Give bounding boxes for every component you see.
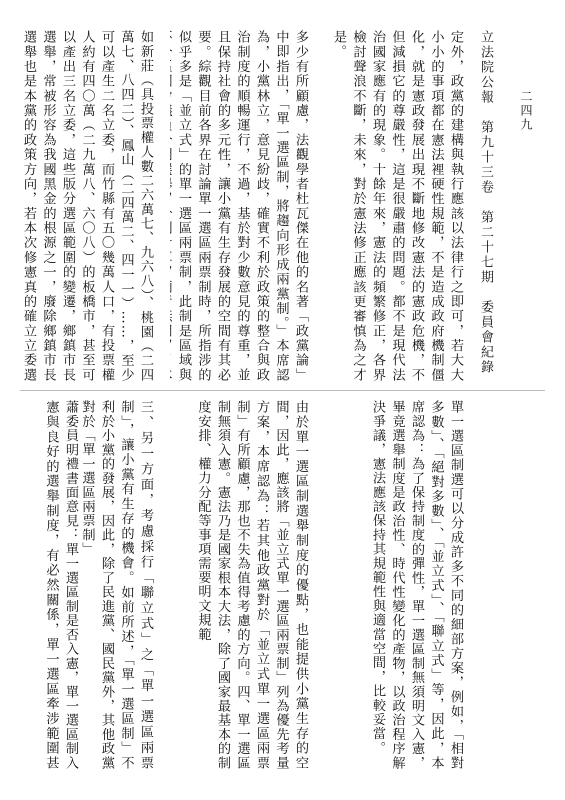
column-middle-bottom (170, 400, 310, 770)
column-right-bottom (325, 400, 465, 770)
paragraph: 由於單一選區制選舉制度的優點，也能提供小黨生存的空間，因此，應該將「並立式單一選區兩票制」列為優先考量方案，本席認為：若其他政黨對於「並立式單一選區兩票制」有所顧慮，那也不失為值得考慮的方向。四、單一選區制無須入憲。憲法乃是國家根本大法，除了國家最基本的制度安排、權力分配等事項需要明文規範 (195, 400, 308, 770)
paragraph: 三、另一方面，考慮採行「聯立式」之「單一選區兩票制」，讓小黨有生存的機會。如前所述，「單一選區制」不利於小黨的發展，因此，除了民進黨、國民黨外，其他政黨對於「單一選區兩票制」 (79, 400, 153, 770)
paragraph: 定外，政黨的建構與執行應該以法律行之即可，若大大小小的事項都在憲法裡硬性規範，不是造成政府機制僵化，就是憲政發展出現不斷地修改憲法的憲政危機，不但減損它的尊嚴性，這是很嚴肅的問題。都不是現代法治國家應有的現象。十餘年來，憲法的頻繁修正，各界檢討聲浪不斷，未來，對於憲法修正應該更審慎為之才是。 (331, 30, 463, 382)
column-left-top (20, 30, 155, 382)
paragraph: 多少有所顧慮，法觀學者杜瓦傑在他的名著「政黨論」中即指出，「單一選區制，將趨向形成兩黨制。」本席認為，小黨林立，意見紛歧，確實不利於政策的整合與政治制度的順暢運行，不過，基於對少數意見的尊重，並且保持社會的多元性，讓小黨有生存發展的空間有其必要。綜觀目前各界在討論單一選區兩票制時，所指涉的似乎多是「並立式」的單一選區兩票制，此制是區域與 (176, 30, 308, 382)
page-number (518, 90, 535, 132)
column-right-top (325, 30, 465, 382)
page-number-text: 二四九 (519, 90, 533, 132)
paragraph: 如新莊（具投票權人數二六萬七、九六八）、桃園（二四萬七、八四二）、鳳山（二四萬二、四一一）……，至少可以產生二名立委，而竹縣有五〇幾萬人口，有投票權人約有四〇萬（二九萬八、六〇八）的板橋市，甚至可以產出三名立委，這些版分選區範圍的變遷，鄉鎮市長選舉，常被形容為我國黑金的根源之一，廢除鄉鎮市長選舉也是本黨的政策方向，若本次修憲真的確立立委選 (21, 30, 153, 382)
column-far-left-bottom (40, 400, 80, 770)
column-middle-top (170, 30, 310, 382)
paragraph: 單一選區制選可以分成許多不同的細部方案，例如，「相對多數」、「絕對多數」、「並立式」、「聯立式」等，因此，本席認為：為了保持制度的彈性，單一選區制無須明文入憲，畢竟選舉制度是政治性、時代性變化的產物，以政治程序解決爭議，憲法應該保持其規範性與適當空間，比較妥當。 (370, 400, 463, 770)
section-divider (20, 390, 545, 391)
paragraph: 蕭委員明禮書面意見：單一選區制是否入憲，單一選區制入憲與良好的選舉制度，有必然關係，單一選區牽涉範圍甚 (43, 400, 78, 770)
header-title: 立法院公報 第九十三卷 第二十七期 委員會紀錄 (478, 30, 493, 375)
page-header (477, 30, 495, 770)
